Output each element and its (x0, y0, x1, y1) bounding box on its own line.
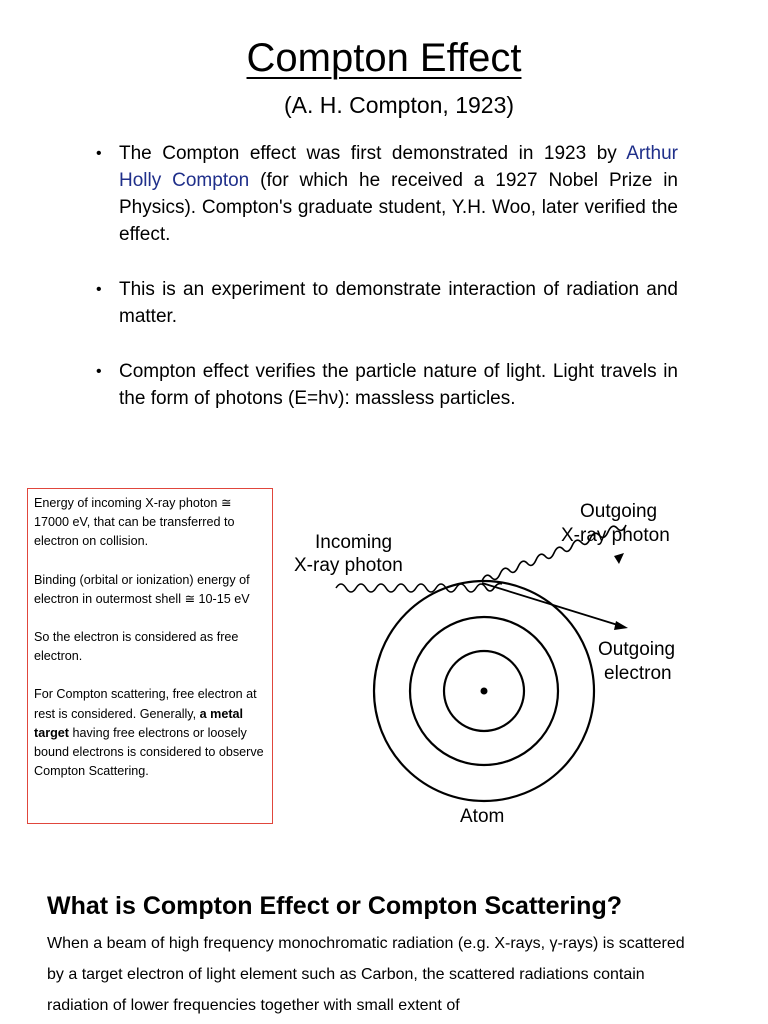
note-4-text-end: having free electrons or loosely bound electrons is considered to observe Compton Scattering. (34, 725, 264, 779)
bullet-1-text-start: The Compton effect was first demonstrated in 1923 by (119, 143, 627, 164)
metal-target-bold: a metal target (34, 706, 244, 740)
page-title: Compton Effect (246, 36, 522, 80)
note-paragraph-3: So the electron is considered as free electron. (34, 630, 239, 664)
bullet-item-1 (96, 140, 678, 248)
outgoing-electron-label-line-2: electron (604, 663, 672, 684)
note-paragraph-2: Binding (orbital or ionization) energy of electron in outermost shell ≅ 10-15 eV (34, 572, 250, 606)
outgoing-electron-arrowhead (614, 621, 628, 630)
bullet-item-3: • Compton effect verifies the particle nature of light. Light travels in the form of photons (E=hν): massless particles. (96, 358, 678, 412)
bullet-1-text-end: (for which he received a 1927 Nobel Prize in Physics). Compton's graduate student, Y.H. Woo, later verified the effect. (119, 170, 678, 245)
energy-note-box (27, 488, 273, 824)
incoming-photon-wave (336, 584, 502, 593)
outgoing-electron-label-line-1: Outgoing (598, 639, 676, 660)
bullet-item-2: • This is an experiment to demonstrate interaction of radiation and matter. (96, 276, 678, 330)
outgoing-photon-label-line-2: X-ray photon (561, 525, 670, 546)
note-paragraph-1: Energy of incoming X-ray photon ≅ 17000 eV, that can be transferred to electron on collision. (34, 496, 235, 549)
atom-label: Atom (460, 806, 505, 827)
incoming-label-line-2: X-ray photon (294, 555, 403, 576)
outgoing-photon-label-line-1: Outgoing (580, 501, 658, 522)
compton-scattering-diagram (288, 488, 708, 833)
incoming-label-line-1: Incoming (315, 532, 393, 553)
section-body: When a beam of high frequency monochromatic radiation (e.g. X-rays, γ-rays) is scattered by a target electron of light element such as Carbon, the scattered radiations contain radiation of lower frequencies together with small extent of (47, 935, 685, 1014)
compton-link[interactable]: Arthur Holly Compton (119, 143, 678, 191)
note-4-text-start: For Compton scattering, free electron at rest is considered. Generally, (34, 687, 257, 721)
section-heading: What is Compton Effect or Compton Scattering? (47, 892, 622, 920)
atom-nucleus (481, 688, 488, 695)
note-paragraph-4 (34, 685, 266, 781)
outgoing-photon-arrowhead (614, 553, 624, 564)
page-subtitle: (A. H. Compton, 1923) (283, 92, 515, 118)
bullet-list (96, 140, 678, 440)
